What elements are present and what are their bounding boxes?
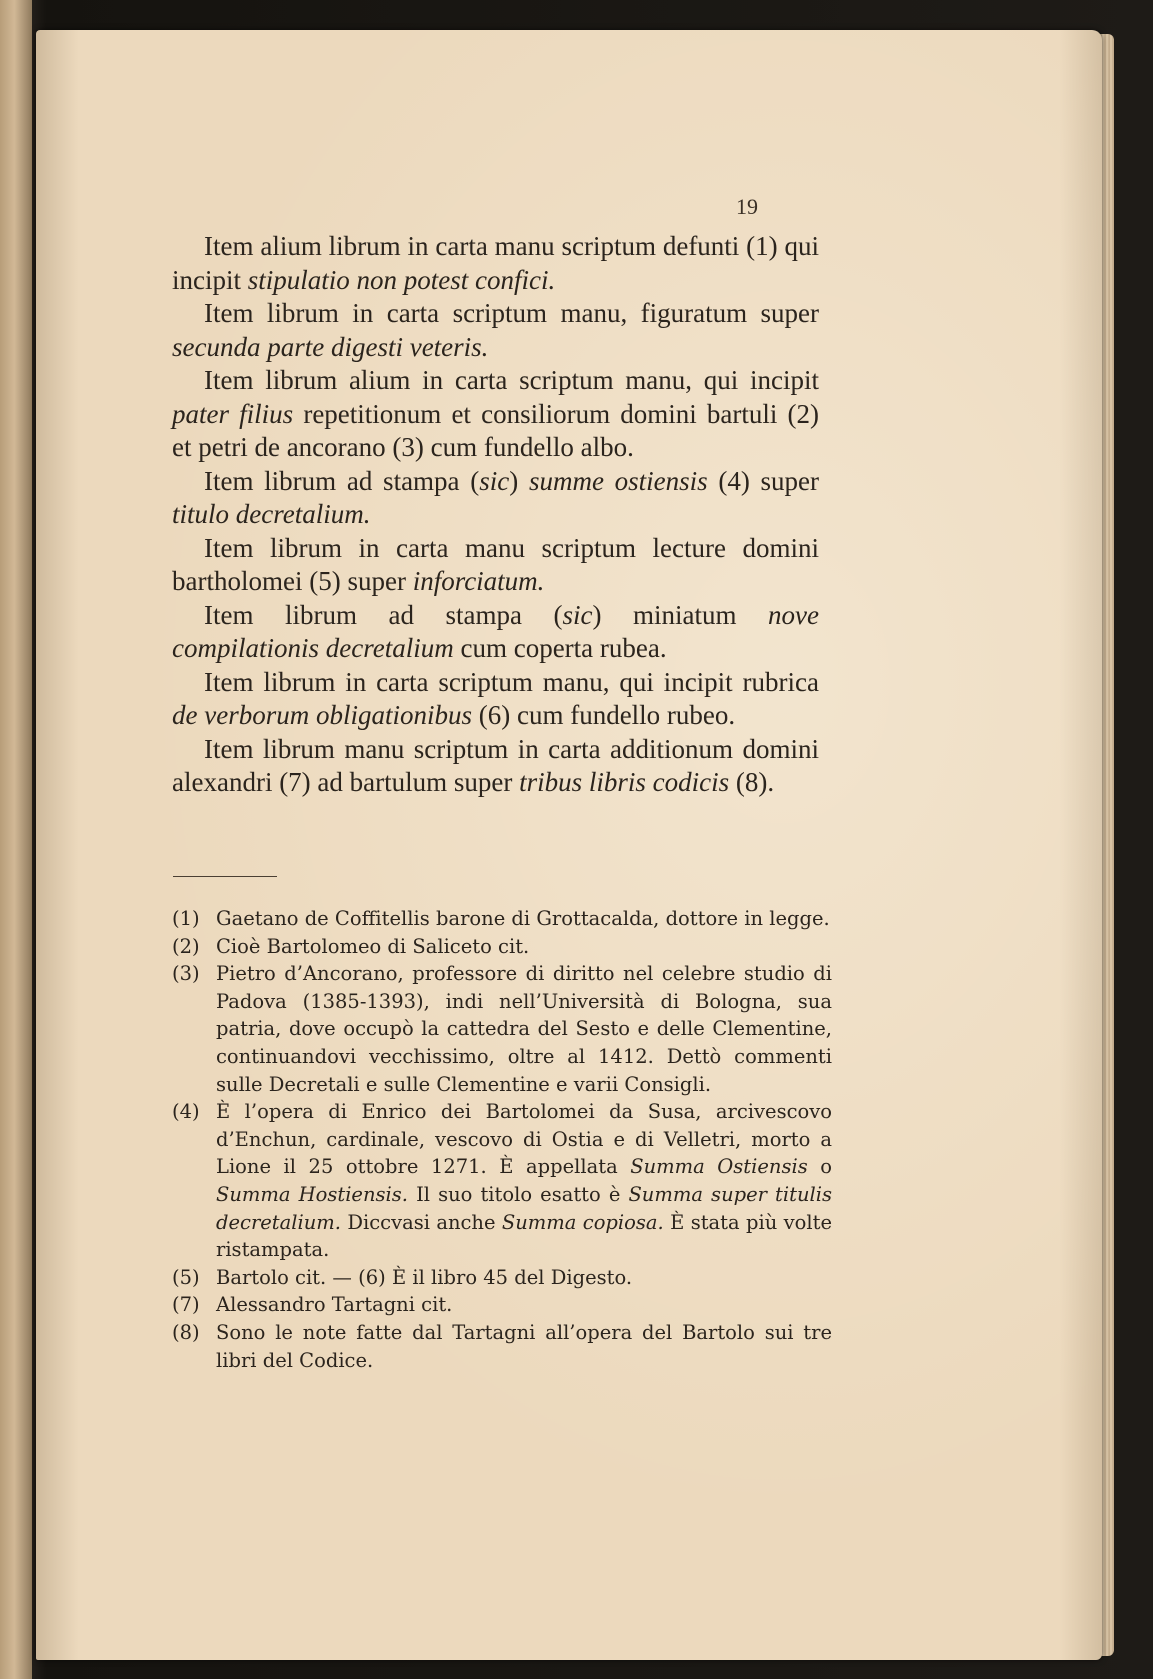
body-paragraph — [172, 230, 819, 297]
italic-text: tribus libris codicis — [519, 767, 730, 797]
footnote — [172, 1291, 832, 1319]
body-paragraph — [172, 599, 819, 666]
text-run: ) miniatum — [592, 599, 769, 630]
facing-page-edge — [0, 0, 32, 1679]
text-run: Item librum ad stampa ( — [204, 599, 563, 630]
italic-text: de verborum obligationibus — [172, 700, 472, 730]
text-run: Item librum in carta scriptum manu, qui incipit rubrica — [204, 666, 819, 697]
footnote-number: (8) — [172, 1320, 200, 1344]
italic-text: Summa Ostiensis — [630, 1155, 808, 1179]
text-run: (8). — [729, 767, 775, 797]
text-run: Pietro d’Ancorano, professore di diritto nel celebre studio di Padova (1385-1393), indi nell’Università di Bologna, sua patria, dove occupò la cattedra del Sesto e delle Clementine, continuandovi vecchissimo, oltre al 1412. Dettò commenti sulle Decretali e sulle Clementine e varii Consigli. — [216, 962, 832, 1096]
italic-text: pater filius — [172, 398, 294, 429]
text-run: o — [807, 1155, 832, 1179]
footnote — [172, 905, 832, 933]
text-run: Item librum manu scriptum in carta additionum domini alexandri (7) ad bartulum super — [172, 733, 819, 797]
footnote — [172, 933, 832, 961]
text-run: cum coperta rubea. — [453, 633, 667, 663]
footnote-separator — [173, 876, 277, 877]
italic-text: secunda parte digesti veteris. — [172, 331, 489, 362]
italic-text: titulo decretalium. — [172, 499, 371, 529]
body-paragraph — [172, 465, 819, 532]
italic-text: sic — [479, 465, 510, 496]
text-run: (4) super — [707, 465, 820, 496]
footnote — [172, 960, 832, 1098]
footnote — [172, 1264, 832, 1292]
text-run: repetitionum et consiliorum domini bartuli (2) et petri de ancorano (3) cum fundello albo. — [172, 398, 820, 462]
text-run: Gaetano de Coffitellis barone di Grottacalda, dottore in legge. — [216, 907, 830, 930]
text-run: Item librum in carta scriptum manu, figuratum super — [204, 298, 819, 328]
footnote — [172, 1098, 832, 1264]
body-paragraph — [172, 666, 819, 733]
italic-text: sic — [562, 599, 593, 630]
footnotes — [172, 905, 832, 1374]
italic-text: nove compilationis decretalium — [172, 599, 819, 663]
italic-text: inforciatum. — [412, 566, 545, 596]
text-run: È stata più volte ristampata. — [216, 1210, 832, 1262]
italic-text: Summa super titulis decretalium. — [216, 1182, 832, 1234]
footnote-number: (5) — [172, 1265, 200, 1289]
text-run: Cioè Bartolomeo di Saliceto cit. — [216, 934, 530, 958]
text-run: Item librum alium in carta scriptum manu, qui incipit — [204, 365, 819, 395]
text-run: Il suo titolo esatto è — [407, 1182, 629, 1206]
footnote-number: (3) — [172, 962, 200, 986]
text-run: Bartolo cit. — (6) È il libro 45 del Digesto. — [216, 1265, 633, 1289]
italic-text: stipulatio non potest confici. — [247, 264, 556, 295]
italic-text: Summa Hostiensis. — [216, 1182, 408, 1206]
footnote-number: (7) — [172, 1293, 200, 1317]
text-run: Sono le note fatte dal Tartagni all’opera del Bartolo sui tre libri del Codice. — [216, 1320, 832, 1372]
text-run: È l’opera di Enrico dei Bartolomei da Susa, arcivescovo d’Enchun, cardinale, vescovo di Ostia e di Velletri, morto a Lione il 25 ottobre 1271. È appellata — [216, 1100, 832, 1179]
italic-text: summe ostiensis — [528, 465, 708, 496]
body-paragraph — [172, 532, 819, 599]
text-run: Alessandro Tartagni cit. — [216, 1293, 453, 1317]
footnote-number: (4) — [172, 1100, 200, 1124]
footnote-number: (1) — [172, 907, 200, 930]
page-number: 19 — [736, 194, 758, 219]
text-run: Item librum in carta manu scriptum lecture domini bartholomei (5) super — [172, 532, 819, 596]
text-run: ) — [509, 465, 529, 496]
footnote-number: (2) — [172, 934, 200, 958]
text-run: (6) cum fundello rubeo. — [471, 700, 736, 730]
body-text — [172, 230, 819, 800]
text-run: Diccvasi anche — [341, 1210, 502, 1234]
italic-text: Summa copiosa. — [501, 1210, 664, 1234]
body-paragraph — [172, 733, 819, 800]
body-paragraph — [172, 297, 819, 364]
body-paragraph — [172, 364, 819, 465]
footnote — [172, 1319, 832, 1374]
text-run: Item alium librum in carta manu scriptum defunti (1) qui incipit — [172, 231, 819, 295]
text-run: Item librum ad stampa ( — [204, 465, 480, 496]
